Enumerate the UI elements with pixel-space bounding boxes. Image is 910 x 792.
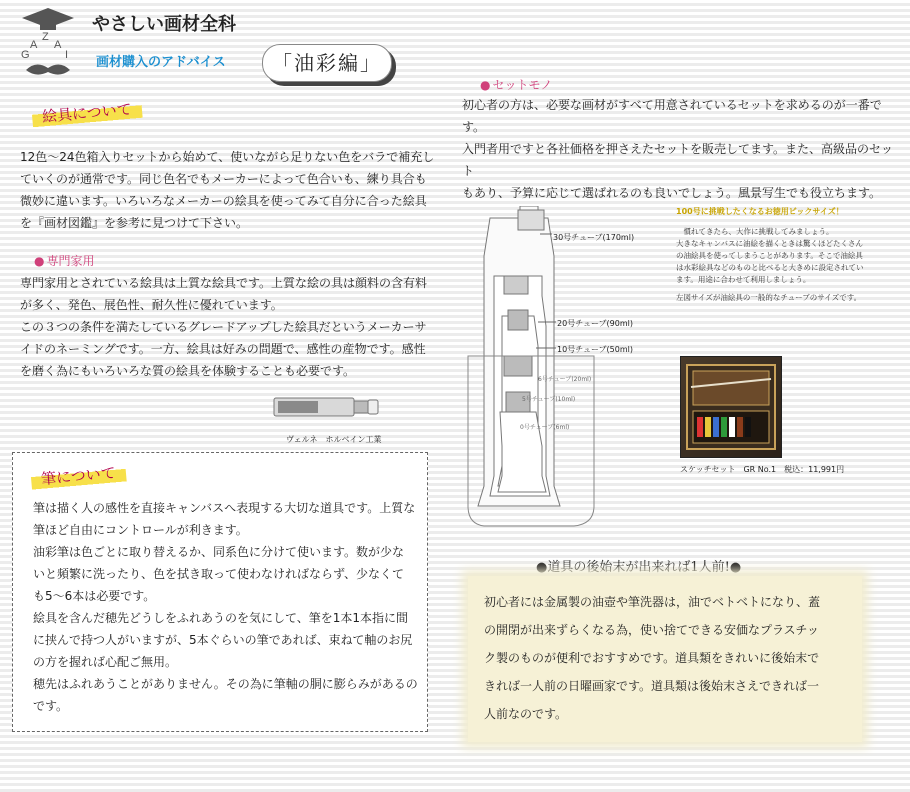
tube-label-6: 6号チューブ(20ml) (538, 376, 592, 383)
brush-text-line: 筆ほど自由にコントロールが利きます。 (33, 523, 248, 537)
section-label: 「油彩編」 (262, 44, 392, 82)
svg-text:A: A (30, 39, 38, 51)
tools-tip-box (468, 576, 862, 742)
tube-label-5: 5号チューブ(10ml) (522, 396, 576, 403)
svg-text:Z: Z (42, 31, 49, 43)
set-text-line: もあり、予算に応じて選ばれるのも良いでしょう。風景写生でも役立ちます。 (462, 186, 882, 200)
tools-text-line: 人前なのです。 (484, 707, 568, 721)
brush-text-line: 絵具を含んだ穂先どうしをふれあうのを気にして、筆を1本1本指に間 (33, 611, 409, 625)
big-size-line: は水彩絵具などのものと比べると大きめに設定されてい (676, 263, 864, 272)
bullet-icon: ● (729, 560, 742, 575)
brush-heading: 筆について (30, 459, 127, 492)
brush-text-line: の方を握れば心配ご無用。 (33, 655, 178, 669)
big-size-line: ます。用途に合わせて利用しましょう。 (676, 275, 811, 284)
brush-text-line: に挟んで持つ人がいますが、5本ぐらいの筆であれば、束ねて軸のお尻 (33, 633, 413, 647)
brush-text-line: いと頻繁に洗ったり、色を拭き取って使わなければならず、少なくて (33, 567, 405, 581)
set-text-line: 初心者の方は、必要な画材がすべて用意されているセットを求めるのが一番です。 (462, 98, 882, 134)
paint-heading: 絵具について (31, 95, 142, 129)
tools-heading (536, 556, 741, 575)
pro-text-line: を磨く為にもいろいろな質の絵具を体験することも必要です。 (20, 364, 356, 378)
pro-text-line: が多く、発色、展色性、耐久性に優れています。 (20, 298, 283, 312)
svg-text:I: I (65, 49, 69, 61)
paint-intro (20, 146, 440, 234)
brush-text-line: 筆は描く人の感性を直接キャンバスへ表現する大切な道具です。上質な (33, 501, 416, 515)
brush-text (33, 497, 423, 717)
sketch-set-photo (680, 356, 782, 458)
set-text (462, 94, 902, 204)
tools-text-line: きれば一人前の日曜画家です。道具類は後始末さえできれば一 (484, 679, 820, 693)
tube-label-10: 10号チューブ(50ml) (557, 345, 633, 354)
big-size-line: 大きなキャンバスに油絵を描くときは驚くほどたくさん (676, 239, 863, 248)
site-title: やさしい画材全科 (92, 14, 236, 35)
tube-label-20: 20号チューブ(90ml) (557, 319, 633, 328)
pro-text (20, 272, 440, 382)
tools-text-line: ク製のものが便利でおすすめです。道具類をきれいに後始末で (484, 651, 820, 665)
pro-heading: ● 専門家用 (34, 252, 95, 269)
set-text-line: 入門者用ですと各社価格を押さえたセットを販売してます。また、高級品のセット (462, 142, 894, 178)
pro-text-line: イドのネーミングです。一方、絵具は好みの問題で、感性の産物です。感性 (20, 342, 426, 356)
site-logo[interactable] (18, 8, 78, 80)
tube-label-30: 30号チューブ(170ml) (553, 233, 635, 242)
paint-intro-line: ていくのが通常です。同じ色名でもメーカーによって色合いも、練り具合も (20, 172, 427, 186)
pro-text-line: 専門家用とされている絵具は上質な絵具です。上質な絵の具は顔料の含有料 (20, 276, 428, 290)
pro-text-line: この３つの条件を満たしているグレードアップした絵具だというメーカーサ (20, 320, 427, 334)
paint-intro-line: を『画材図鑑』を参考に見つけて下さい。 (20, 216, 249, 230)
svg-text:A: A (54, 39, 62, 51)
big-size-line: 慣れてきたら、大作に挑戦してみましょう。 (676, 227, 834, 236)
paint-intro-line: 微妙に違います。いろいろなメーカーの絵具を使ってみて自分に合った絵具 (20, 194, 427, 208)
bullet-icon: ● (536, 560, 548, 575)
brush-text-line: も5～6本は必要です。 (33, 589, 156, 603)
brush-text-line: 油彩筆は色ごとに取り替えるか、同系色に分けて使います。数が少な (33, 545, 405, 559)
brush-text-line: です。 (33, 699, 69, 713)
tools-heading-text: 道具の後始末が出来れば1人前! (547, 560, 730, 575)
tube-size-diagram (464, 206, 614, 540)
tools-text-line: 初心者には金属製の油壺や筆洗器は，油でベトベトになり、蓋 (484, 595, 821, 609)
page-subtitle: 画材購入のアドバイス (96, 55, 226, 70)
paint-tube-image (272, 392, 382, 426)
tube-label-0: 0号チューブ(6ml) (520, 424, 570, 431)
size-note: 左図サイズが油絵具の一般的なチューブのサイズです。 (676, 293, 862, 302)
paint-intro-line: 12色～24色箱入りセットから始めて、使いながら足りない色をバラで補充し (20, 150, 435, 164)
tools-text (484, 588, 854, 728)
svg-text:G: G (21, 49, 30, 61)
brush-box (12, 452, 428, 732)
sketch-set-caption: スケッチセット GR No.1 税込：11,991円 (680, 465, 845, 474)
brush-text-line: 穂先はふれあうことがありません。その為に筆軸の胴に膨らみがあるの (33, 677, 418, 691)
big-size-text (676, 226, 896, 286)
tube-caption: ヴェルネ ホルベイン工業 (286, 435, 382, 444)
tools-text-line: の開閉が出来ずらくなる為，使い捨てできる安価なプラスチッ (484, 623, 820, 637)
big-size-line: の油絵具を使ってしまうことがあります。そこで油絵具 (676, 251, 863, 260)
set-heading: ● セットモノ (480, 76, 552, 93)
big-size-title: 100号に挑戦したくなるお徳用ビックサイズ！ (676, 207, 844, 216)
